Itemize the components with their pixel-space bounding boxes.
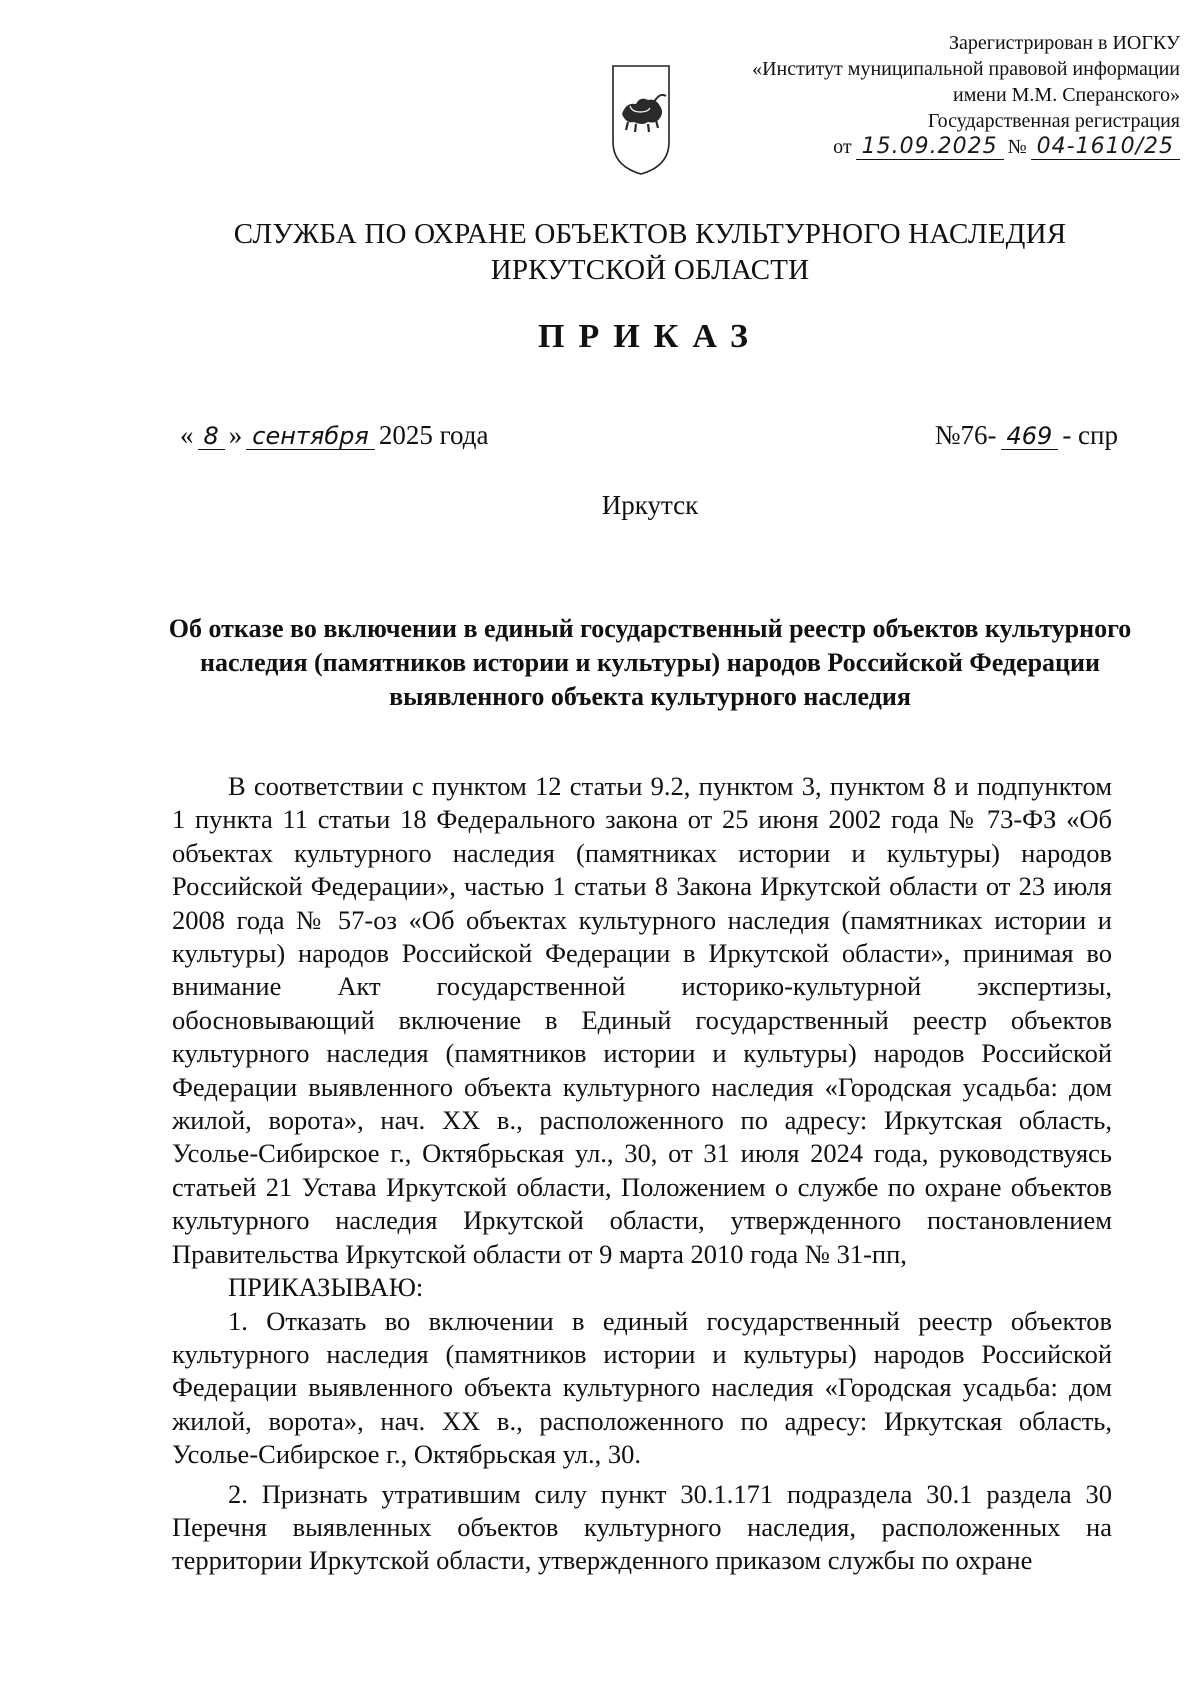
registration-date-number <box>660 134 1180 160</box>
date-day: 8 <box>198 423 225 450</box>
registration-line-3: имени М.М. Сперанского» <box>953 84 1180 106</box>
agency-name-line-1: СЛУЖБА ПО ОХРАНЕ ОБЪЕКТОВ КУЛЬТУРНОГО НАСЛЕДИЯ <box>233 218 1067 250</box>
date-year: 2025 года <box>378 420 489 450</box>
registration-line-1: Зарегистрирован в ИОГКУ <box>949 32 1180 54</box>
registration-line-4: Государственная регистрация <box>927 110 1180 132</box>
order-item-2: 2. Признать утратившим силу пункт 30.1.171 подраздела 30.1 раздела 30 Перечня выявленных объектов культурного наследия, расположенных на территории Иркутской области, утвержденного приказом службы по охране <box>172 1478 1112 1576</box>
order-number <box>935 420 1118 451</box>
registration-stamp <box>660 30 1180 160</box>
order-number-suffix: - спр <box>1062 420 1118 450</box>
order-subject: Об отказе во включении в единый государственный реестр объектов культурного наследия (памятников истории и культуры) народов Российской Федерации выявленного объекта культурного наследия <box>168 614 1132 711</box>
date-open-quote: « <box>180 420 194 450</box>
registration-line-2: «Институт муниципальной правовой информации <box>752 58 1180 80</box>
date-close-quote: » <box>228 420 243 450</box>
registration-from-label: от <box>833 136 852 158</box>
registration-number-label: № <box>1007 136 1027 158</box>
agency-name <box>0 216 1200 288</box>
order-number-prefix: №76- <box>934 420 997 450</box>
order-number-value: 469 <box>1001 423 1059 450</box>
registration-number: 04-1610/25 <box>1031 135 1180 160</box>
preamble-paragraph: В соответствии с пунктом 12 статьи 9.2, пунктом 3, пунктом 8 и подпунктом 1 пункта 11 статьи 18 Федерального закона от 25 июня 2002 года № 73-ФЗ «Об объектах культурного наследия (памятниках истории и культуры) народов Российской Федерации», частью 1 статьи 8 Закона Иркутской области от 23 июля 2008 года № 57-оз «Об объектах культурного наследия (памятниках истории и культуры) народов Российской Федерации в Иркутской области», принимая во внимание Акт государственной историко-культурной экспертизы, обосновывающий включение в Единый государственный реестр объектов культурного наследия (памятников истории и культуры) народов Российской Федерации выявленного объекта культурного наследия «Городская усадьба: дом жилой, ворота», нач. XX в., расположенного по адресу: Иркутская область, Усолье-Сибирское г., Октябрьская ул., 30, от 31 июля 2024 года, руководствуясь статьей 21 Устава Иркутской области, Положением о службе по охране объектов культурного наследия Иркутской области, утвержденного постановлением Правительства Иркутской области от 9 марта 2010 года № 31-пп, <box>172 771 1112 1269</box>
order-item-1: 1. Отказать во включении в единый государственный реестр объектов культурного наследия (памятников истории и культуры) народов Российской Федерации выявленного объекта культурного наследия «Городская усадьба: дом жилой, ворота», нач. XX в., расположенного по адресу: Иркутская область, Усолье-Сибирское г., Октябрьская ул., 30. <box>172 1305 1112 1470</box>
registration-date: 15.09.2025 <box>856 135 1004 160</box>
order-word: ПРИКАЗЫВАЮ: <box>228 1272 424 1303</box>
order-body <box>172 770 1112 1578</box>
city-name: Иркутск <box>601 490 699 520</box>
date-month: сентября <box>246 423 375 450</box>
order-date <box>180 420 488 451</box>
document-type-title: ПРИКАЗ <box>538 318 762 355</box>
agency-name-line-2: ИРКУТСКОЙ ОБЛАСТИ <box>490 254 810 286</box>
